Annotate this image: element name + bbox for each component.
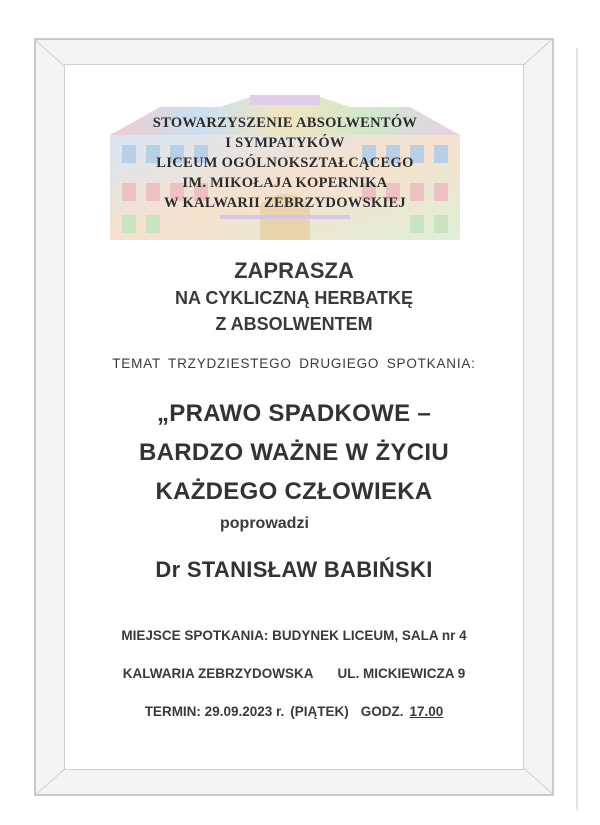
time-label: GODZ. bbox=[360, 704, 404, 719]
organization-name bbox=[100, 113, 470, 213]
street: UL. MICKIEWICZA 9 bbox=[337, 666, 466, 681]
organization-line: W KALWARII ZEBRZYDOWSKIEJ bbox=[164, 195, 406, 211]
speaker-label: poprowadzi bbox=[220, 515, 309, 532]
frame-shadow bbox=[576, 48, 578, 810]
topic-title-line: KAŻDEGO CZŁOWIEKA bbox=[155, 478, 433, 505]
organization-line: I SYMPATYKÓW bbox=[225, 135, 345, 151]
meeting-address bbox=[0, 666, 588, 681]
topic-title-line: „PRAWO SPADKOWE – bbox=[156, 400, 431, 427]
meeting-term bbox=[0, 704, 588, 719]
speaker-name: Dr STANISŁAW BABIŃSKI bbox=[155, 557, 433, 582]
meeting-place: MIEJSCE SPOTKANIA: BUDYNEK LICEUM, SALA nr 4 bbox=[121, 628, 467, 643]
organization-line: STOWARZYSZENIE ABSOLWENTÓW bbox=[152, 115, 418, 131]
invitation-heading: ZAPRASZA bbox=[234, 258, 354, 283]
term-date: TERMIN: 29.09.2023 r. bbox=[144, 704, 285, 719]
school-logo bbox=[100, 95, 470, 245]
invitation-line: NA CYKLICZNĄ HERBATKĘ bbox=[175, 288, 413, 308]
topic-label: TEMAT TRZYDZIESTEGO DRUGIEGO SPOTKANIA: bbox=[112, 356, 476, 371]
organization-line: IM. MIKOŁAJA KOPERNIKA bbox=[182, 175, 388, 191]
term-day: (PIĄTEK) bbox=[290, 704, 349, 719]
organization-line: LICEUM OGÓLNOKSZTAŁCĄCEGO bbox=[156, 155, 414, 171]
invitation-line: Z ABSOLWENTEM bbox=[215, 314, 373, 334]
topic-title-line: BARDZO WAŻNE W ŻYCIU bbox=[139, 439, 449, 466]
town: KALWARIA ZEBRZYDOWSKA bbox=[122, 666, 314, 681]
meeting-time: 17.00 bbox=[409, 704, 444, 719]
